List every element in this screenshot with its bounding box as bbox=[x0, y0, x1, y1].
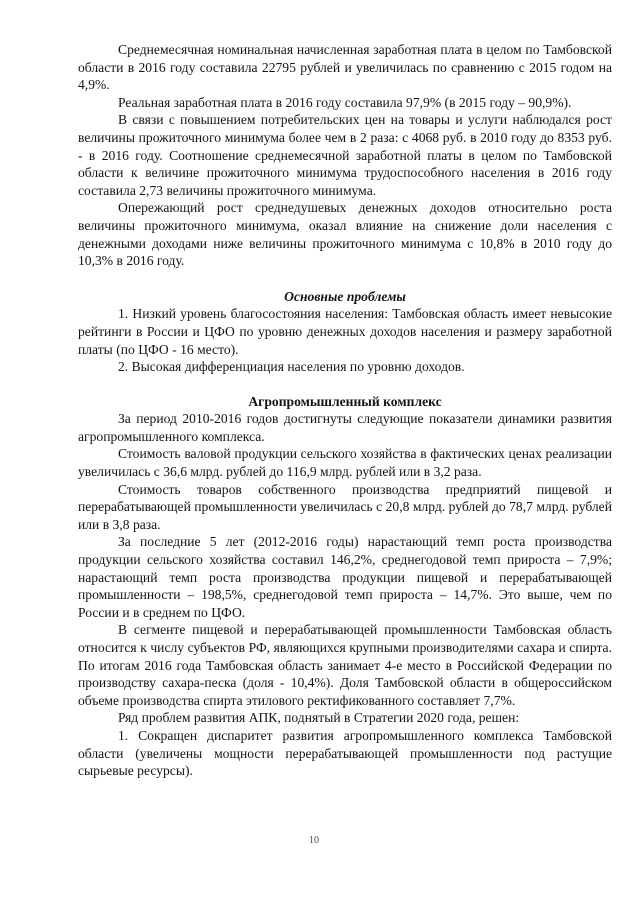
problem-item-1: 1. Низкий уровень благосостояния населения: Тамбовская область имеет невысокие рейтинги в России и ЦФО по уровню денежных доходов населения и размеру заработной платы (по ЦФО - 16 место). bbox=[78, 306, 612, 357]
paragraph-agro-disparity: 1. Сокращен диспаритет развития агропромышленного комплекса Тамбовской области (увеличены мощности перерабатывающей промышленности под растущие сырьевые ресурсы). bbox=[78, 727, 612, 779]
paragraph-subsistence-minimum: В связи с повышением потребительских цен на товары и услуги наблюдался рост величины прожиточного минимума более чем в 2 раза: с 4068 руб. в 2010 году до 8353 руб. - в 2016 году. Соотношение среднемесячной заработной платы в целом по Тамбовской области к величине прожиточного минимума трудоспособного населения в 2016 году составила 2,73 величины прожиточного минимума. bbox=[78, 112, 612, 198]
paragraph-agro-growth-rates: За последние 5 лет (2012-2016 годы) нарастающий темп роста производства продукции сельского хозяйства составил 146,2%, среднегодовой темп прироста – 7,9%; нарастающий темп роста производства продукции пищевой и перерабатывающей промышленности – 198,5%, среднегодовой темп прироста – 14,7%. Это выше, чем по России и в среднем по ЦФО. bbox=[78, 534, 612, 620]
heading-main-problems: Основные проблемы bbox=[284, 288, 406, 304]
heading-agro-complex: Агропромышленный комплекс bbox=[248, 393, 442, 409]
paragraph-agro-problems-solved: Ряд проблем развития АПК, поднятый в Стратегии 2020 года, решен: bbox=[118, 710, 520, 726]
paragraph-agro-food-industry: Стоимость товаров собственного производства предприятий пищевой и перерабатывающей промышленности увеличилась с 20,8 млрд. рублей до 78,7 млрд. рублей или в 3,8 раза. bbox=[78, 481, 612, 532]
paragraph-agro-gross-output: Стоимость валовой продукции сельского хозяйства в фактических ценах реализации увеличилась с 36,6 млрд. рублей до 116,9 млрд. рублей или в 3,2 раза. bbox=[78, 446, 612, 480]
paragraph-real-wage: Реальная заработная плата в 2016 году составила 97,9% (в 2015 году – 90,9%). bbox=[118, 94, 572, 110]
section-spacer bbox=[78, 270, 612, 288]
paragraph-income-growth: Опережающий рост среднедушевых денежных доходов относительно роста величины прожиточного минимума, оказал влияние на снижение доли населения с денежными доходами ниже величины прожиточного минимума с 10,8% в 2010 году до 10,3% в 2016 году. bbox=[78, 200, 612, 269]
problem-item-2: 2. Высокая дифференциация населения по уровню доходов. bbox=[118, 359, 465, 375]
page-body bbox=[78, 41, 612, 780]
paragraph-agro-intro: За период 2010-2016 годов достигнуты следующие показатели динамики развития агропромышленного комплекса. bbox=[78, 411, 612, 444]
section-spacer bbox=[78, 376, 612, 393]
page-number: 10 bbox=[309, 835, 319, 846]
paragraph-average-wage: Среднемесячная номинальная начисленная заработная плата в целом по Тамбовской области в 2016 году составила 22795 рублей и увеличилась по сравнению с 2015 годом на 4,9%. bbox=[78, 42, 612, 93]
paragraph-agro-sugar-spirit: В сегменте пищевой и перерабатывающей промышленности Тамбовская область относится к числу субъектов РФ, являющихся крупными производителями сахара и спирта. По итогам 2016 года Тамбовская область занимает 4-е место в Российской Федерации по производству сахара-песка (доля - 10,4%). Доля Тамбовской области в общероссийском объеме производства спирта этилового ректификованного составляет 7,7%. bbox=[78, 622, 612, 708]
